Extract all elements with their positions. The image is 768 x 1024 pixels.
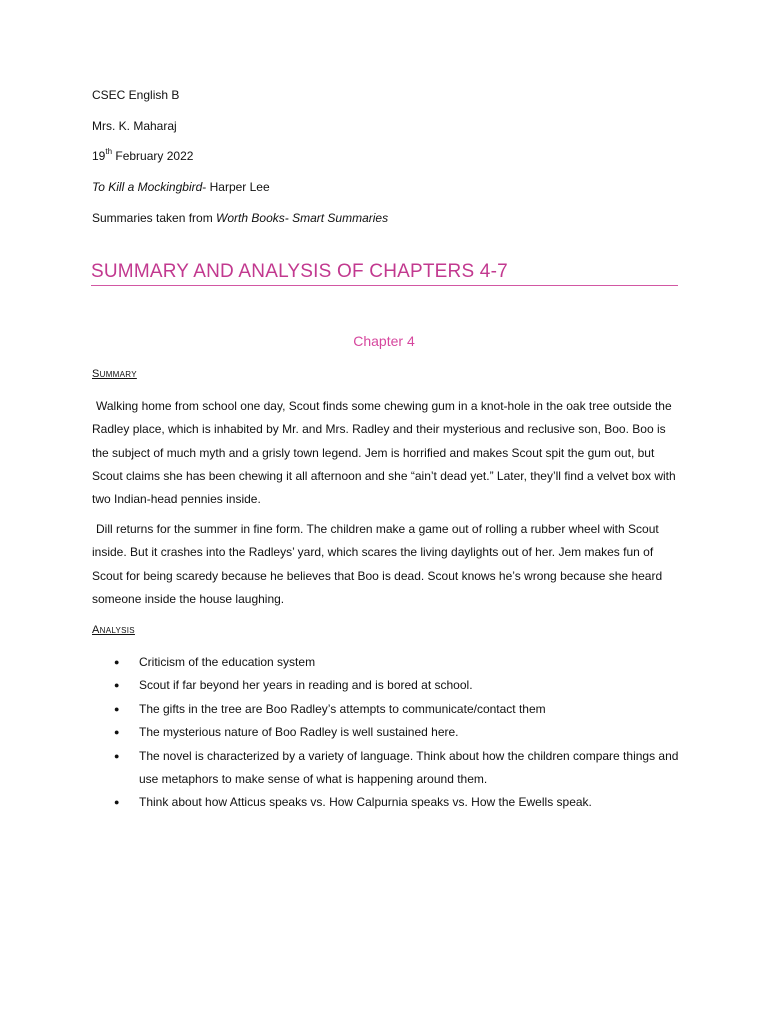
bullet-icon: ● bbox=[114, 680, 120, 691]
book-author: - Harper Lee bbox=[202, 180, 270, 194]
date-rest: February 2022 bbox=[112, 149, 194, 163]
date-day: 19 bbox=[92, 149, 106, 163]
course-name: CSEC English B bbox=[92, 88, 180, 102]
source-title: Worth Books- Smart Summaries bbox=[216, 211, 389, 225]
date-suffix: th bbox=[105, 147, 113, 156]
analysis-list bbox=[0, 651, 768, 815]
list-item-text: The mysterious nature of Boo Radley is well sustained here. bbox=[139, 725, 459, 740]
list-item bbox=[0, 674, 684, 697]
list-item-text: Criticism of the education system bbox=[139, 655, 316, 669]
source-line bbox=[92, 211, 388, 225]
bullet-icon: ● bbox=[114, 750, 120, 761]
analysis-label: Analysis bbox=[92, 624, 135, 636]
book-line bbox=[92, 180, 270, 194]
bullet-icon: ● bbox=[114, 703, 120, 714]
bullet-icon: ● bbox=[114, 657, 120, 667]
list-item-text: The gifts in the tree are Boo Radley’s attempts to communicate/contact them bbox=[139, 701, 546, 716]
list-item bbox=[0, 651, 684, 674]
summary-paragraph: Walking home from school one day, Scout finds some chewing gum in a knot-hole in the oak tree outside the Radley place, which is inhabited by Mr. and Mrs. Radley and their mysterious and reclusive son, Boo. Boo is the subject of much myth and a grisly town legend. Jem is horrified and makes Scout spit the gum out, but Scout claims she has been chewing it all afternoon and she “ain’t dead yet.” Later, they’ll find a velvet box with two Indian-head pennies inside. bbox=[92, 399, 676, 507]
summary-paragraph: Dill returns for the summer in fine form. The children make a game out of rolling a rubber wheel with Scout inside. But it crashes into the Radleys’ yard, which scares the living daylights out of her. Jem makes fun of Scout for being scaredy because he believes that Boo is dead. Scout knows he’s wrong because she heard someone inside the house laughing. bbox=[92, 522, 663, 606]
source-prefix: Summaries taken from bbox=[92, 211, 217, 225]
chapter-title: Chapter 4 bbox=[353, 333, 415, 349]
document-date bbox=[92, 149, 193, 163]
heading-underline-divider bbox=[91, 285, 678, 286]
summary-label: Summary bbox=[92, 368, 137, 380]
list-item-text: The novel is characterized by a variety of language. Think about how the children compare things and use metaphors to make sense of what is happening around them. bbox=[139, 748, 679, 787]
book-title: To Kill a Mockingbird bbox=[92, 180, 203, 194]
list-item-text: Think about how Atticus speaks vs. How Calpurnia speaks vs. How the Ewells speak. bbox=[139, 795, 592, 810]
teacher-name: Mrs. K. Maharaj bbox=[92, 119, 177, 133]
main-heading: SUMMARY AND ANALYSIS OF CHAPTERS 4-7 bbox=[91, 261, 508, 282]
list-item bbox=[0, 721, 684, 744]
list-item bbox=[0, 791, 684, 814]
bullet-icon: ● bbox=[114, 797, 120, 808]
bullet-icon: ● bbox=[114, 727, 120, 738]
list-item bbox=[0, 745, 684, 792]
list-item-text: Scout if far beyond her years in reading and is bored at school. bbox=[139, 678, 473, 693]
list-item bbox=[0, 698, 684, 721]
